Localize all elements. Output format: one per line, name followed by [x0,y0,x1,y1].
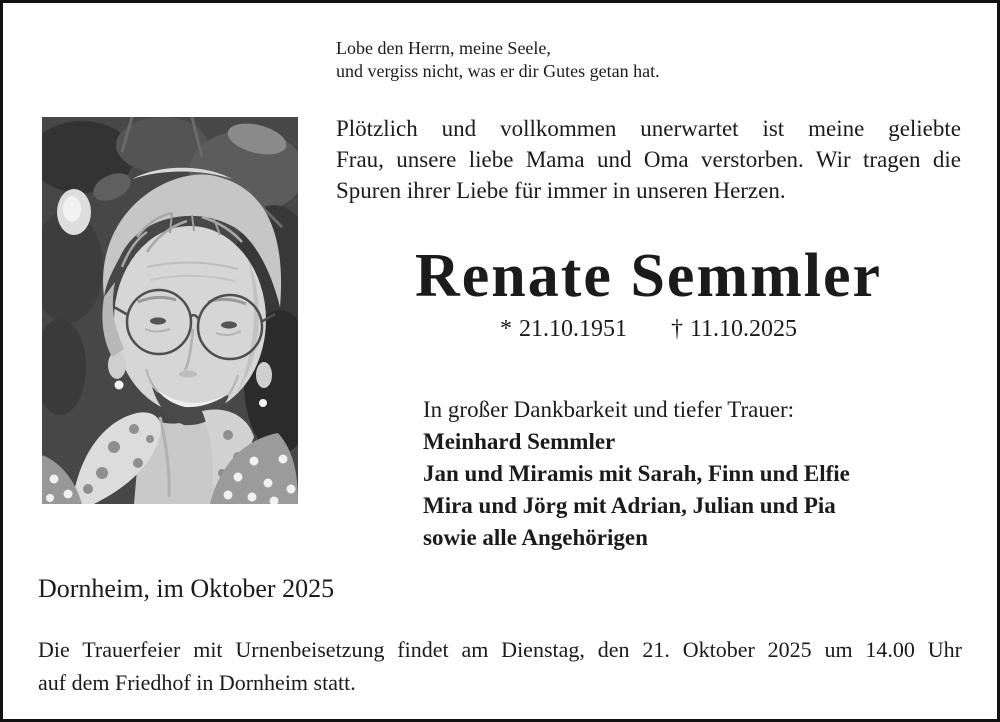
pearl-earring-right [259,399,267,407]
portrait-photo [42,117,298,504]
bible-quote [336,37,660,83]
birth-date-group [500,314,627,344]
intro-paragraph [336,113,961,206]
cross-symbol: † [670,316,683,342]
intro-line-1: Plötzlich und vollkommen unerwartet ist meine geliebte [336,116,961,141]
mourner-name: Jan und Miramis mit Sarah, Finn und Elfie [423,461,850,486]
portrait-photo-image [42,117,298,504]
mourners-intro: In großer Dankbarkeit und tiefer Trauer: [423,397,795,422]
funeral-line-2: auf dem Friedhof in Dornheim statt. [38,670,356,695]
pearl-earring-left [115,381,124,390]
birth-date: 21.10.1951 [518,316,627,342]
birth-star-symbol: * [499,316,512,342]
funeral-line-1: Die Trauerfeier mit Urnenbeisetzung findet am Dienstag, den 21. Oktober 2025 um 14.00 Uhr [38,637,962,662]
mourner-name: Meinhard Semmler [423,429,616,454]
deceased-name: Renate Semmler [415,242,882,310]
intro-line-2: Frau, unsere liebe Mama und Oma verstorben. Wir tragen die [336,147,961,172]
mourner-name: Mira und Jörg mit Adrian, Julian und Pia [423,493,836,518]
life-dates [336,314,961,344]
death-date-group [671,314,797,344]
mourner-name: sowie alle Angehörigen [423,525,648,550]
intro-line-3: Spuren ihrer Liebe für immer in unseren Herzen. [336,178,786,203]
place-date-line: Dornheim, im Oktober 2025 [38,574,335,603]
mourners-block [423,394,850,554]
death-date: 11.10.2025 [689,316,798,342]
funeral-info [38,633,962,699]
quote-line-2: und vergiss nicht, was er dir Gutes getan hat. [336,61,660,81]
quote-line-1: Lobe den Herrn, meine Seele, [336,38,551,58]
